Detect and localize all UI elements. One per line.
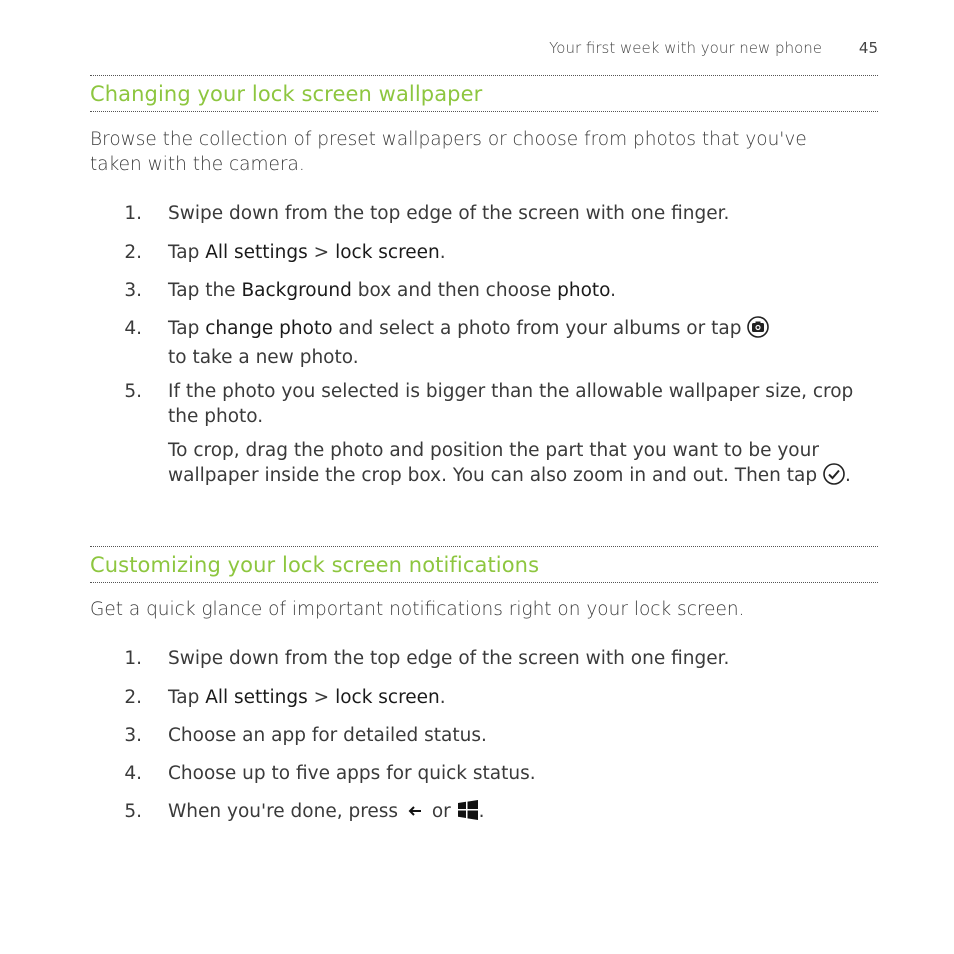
step-number: 2. <box>124 687 142 708</box>
step-number: 5. <box>124 381 142 402</box>
text-run: Tap <box>168 242 206 263</box>
section-intro: Browse the collection of preset wallpapers or choose from photos that you've taken with the camera. <box>90 129 807 175</box>
section-intro: Get a quick glance of important notifications right on your lock screen. <box>90 599 745 620</box>
step-number: 1. <box>124 203 142 224</box>
step-number: 1. <box>124 648 142 669</box>
step-text <box>168 379 868 492</box>
page-number: 45 <box>858 39 878 57</box>
text-run: > <box>307 687 336 708</box>
step-text <box>168 240 868 265</box>
section-divider <box>90 582 878 583</box>
step-text <box>168 799 868 828</box>
step-text <box>168 316 868 370</box>
section-divider <box>90 75 878 76</box>
text-run: box and then choose <box>351 280 558 301</box>
text-run: Tap the <box>168 280 242 301</box>
step-text: Choose up to five apps for quick status. <box>168 763 536 784</box>
step-number: 5. <box>124 801 142 822</box>
windows-start-icon <box>457 799 479 828</box>
list-item <box>90 316 878 368</box>
text-run: When you're done, press <box>168 801 404 822</box>
step-number: 2. <box>124 242 142 263</box>
page-header <box>90 39 878 59</box>
text-run: and select a photo from your albums or tap <box>332 318 748 339</box>
text-run: or <box>425 801 457 822</box>
text-run: If the photo you selected is bigger than the allowable wallpaper size, crop the photo. <box>168 381 854 427</box>
text-run: . <box>610 280 617 301</box>
step-number: 3. <box>124 725 142 746</box>
text-run: Tap <box>168 318 206 339</box>
step-text: Swipe down from the top edge of the screen with one finger. <box>168 648 730 669</box>
text-run: . <box>439 687 446 708</box>
ui-term: lock screen <box>335 242 440 263</box>
header-title: Your first week with your new phone <box>549 39 822 57</box>
step-text <box>168 278 868 303</box>
back-arrow-icon <box>404 801 426 828</box>
step-number: 4. <box>124 763 142 784</box>
ui-term: photo <box>557 280 611 301</box>
section-title: Customizing your lock screen notifications <box>90 553 540 577</box>
ui-term: All settings <box>205 687 308 708</box>
text-run: Tap <box>168 687 206 708</box>
ui-term: Background <box>241 280 352 301</box>
ui-term: lock screen <box>335 687 440 708</box>
list-item <box>90 379 878 519</box>
step-note <box>168 438 868 492</box>
camera-icon <box>747 316 769 345</box>
step-number: 4. <box>124 318 142 339</box>
section-title: Changing your lock screen wallpaper <box>90 82 483 106</box>
text-run: . <box>845 465 851 486</box>
text-run: . <box>439 242 446 263</box>
check-circle-icon <box>823 463 845 492</box>
step-text: Choose an app for detailed status. <box>168 725 487 746</box>
text-run: . <box>478 801 485 822</box>
text-run: To crop, drag the photo and position the part that you want to be your wallpaper inside the crop box. You can also zoom in and out. Then tap <box>168 440 824 486</box>
ui-term: All settings <box>205 242 308 263</box>
section-divider <box>90 111 878 112</box>
step-text <box>168 685 868 710</box>
step-number: 3. <box>124 280 142 301</box>
ui-term: change photo <box>205 318 333 339</box>
text-run: to take a new photo. <box>168 347 359 368</box>
text-run: > <box>307 242 336 263</box>
section-divider <box>90 546 878 547</box>
step-text: Swipe down from the top edge of the screen with one finger. <box>168 203 730 224</box>
